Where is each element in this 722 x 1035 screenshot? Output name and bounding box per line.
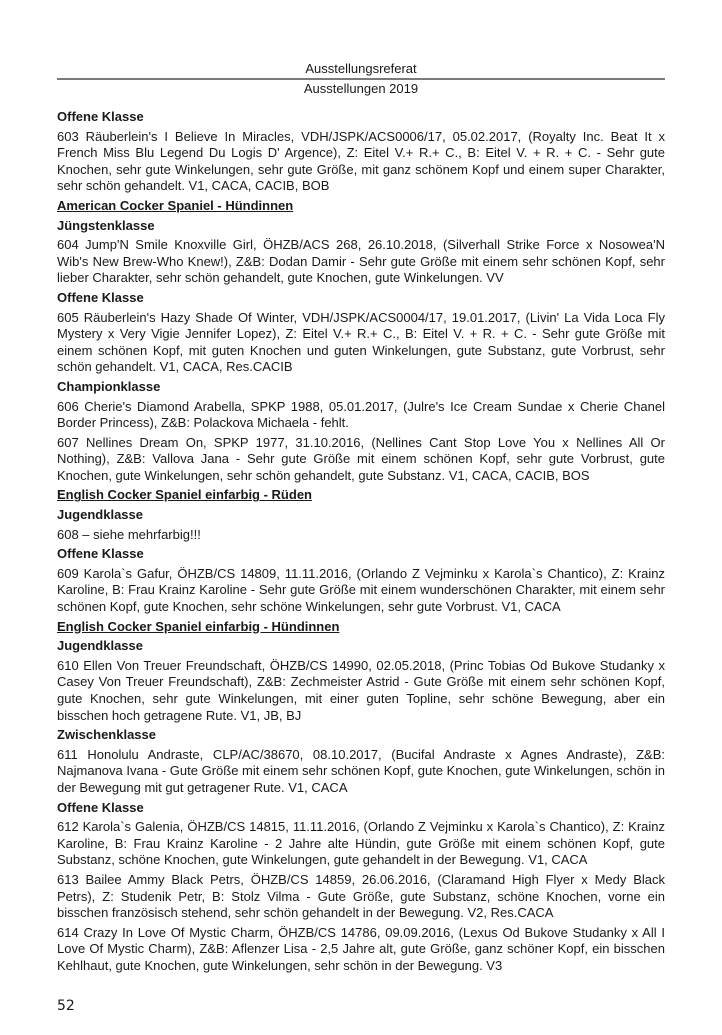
running-header xyxy=(57,60,665,97)
breed-heading: American Cocker Spaniel - Hündinnen xyxy=(57,197,294,213)
breed-heading: English Cocker Spaniel einfarbig - Hündinnen xyxy=(57,618,340,634)
class-heading: Offene Klasse xyxy=(57,289,144,305)
page-content xyxy=(57,109,665,975)
header-title: Ausstellungsreferat xyxy=(305,61,417,76)
entry-paragraph: 607 Nellines Dream On, SPKP 1977, 31.10.2016, (Nellines Cant Stop Love You x Nellines All Or Nothing), Z&B: Vallova Jana - Sehr gute Größe mit einem schönen Kopf, sehr gute Vorbrust, gute Knochen, gute Winkelungen, sehr schön gehandelt, gute Substanz. V1, CACA, CACIB, BOS xyxy=(57,434,665,483)
class-heading: Zwischenklasse xyxy=(57,727,156,743)
entry-paragraph: 606 Cherie's Diamond Arabella, SPKP 1988, 05.01.2017, (Julre's Ice Cream Sundae x Cherie Chanel Border Princess), Z&B: Polackova Michaela - fehlt. xyxy=(57,398,665,431)
class-heading: Offene Klasse xyxy=(57,546,144,562)
breed-heading: English Cocker Spaniel einfarbig - Rüden xyxy=(57,487,312,503)
entry-paragraph: 608 – siehe mehrfarbig!!! xyxy=(57,526,201,542)
header-subtitle: Ausstellungen 2019 xyxy=(303,81,419,96)
entry-paragraph: 611 Honolulu Andraste, CLP/AC/38670, 08.10.2017, (Bucifal Andraste x Agnes Andraste), Z&B: Najmanova Ivana - Gute Größe mit einem sehr schönen Kopf, gute Knochen, gute Winkelungen, schön in der Bewegung mit gut getragener Rute. V1, CACA xyxy=(57,746,665,795)
entry-paragraph: 612 Karola`s Galenia, ÖHZB/CS 14815, 11.11.2016, (Orlando Z Vejminku x Karola`s Chantico), Z: Krainz Karoline, B: Frau Krainz Karoline - 2 Jahre alte Hündin, gute Größe mit einem schönen Kopf, gute Substanz, schöne Knochen, gute Winkelungen, gute gehandelt in der Bewegung. V1, CACA xyxy=(57,819,665,868)
entry-paragraph: 610 Ellen Von Treuer Freundschaft, ÖHZB/CS 14990, 02.05.2018, (Princ Tobias Od Bukove Studanky x Casey Von Treuer Freundschaft), Z&B: Zechmeister Astrid - Gute Größe mit einem sehr schönen Kopf, gute Knochen, sehr gute Winkelungen, mit einer guten Topline, sehr schöne Bewegung, aber ein bisschen hoch getragene Rute. V1, JB, BJ xyxy=(57,657,665,723)
page-number: 52 xyxy=(57,997,75,1014)
header-rule xyxy=(57,78,665,80)
entry-paragraph: 605 Räuberlein's Hazy Shade Of Winter, VDH/JSPK/ACS0004/17, 19.01.2017, (Livin' La Vida Loca Fly Mystery x Very Vigie Jennifer Lopez), Z: Eitel V.+ R.+ C., B: Eitel V. + R. + C. - Sehr gute Größe mit einem schönen Kopf, mit guten Knochen und guten Winkelungen, gute Substanz, gute Vorbrust, sehr schön gehandelt. V1, CACA, Res.CACIB xyxy=(57,309,665,375)
class-heading: Championklasse xyxy=(57,378,161,394)
entry-paragraph: 614 Crazy In Love Of Mystic Charm, ÖHZB/CS 14786, 09.09.2016, (Lexus Od Bukove Studanky x All I Love Of Mystic Charm), Z&B: Aflenzer Lisa - 2,5 Jahre alt, gute Größe, ganz schöner Kopf, ein bisschen Kehlhaut, gute Knochen, gute Winkelungen, sehr schön in der Bewegung. V3 xyxy=(57,924,665,973)
entry-paragraph: 613 Bailee Ammy Black Petrs, ÖHZB/CS 14859, 26.06.2016, (Claramand High Flyer x Medy Black Petrs), Z: Studenik Petr, B: Stolz Vilma - Gute Größe, gute Substanz, schöne Knochen, vorne ein bisschen französisch stehend, sehr schön gehandelt in der Bewegung. V2, Res.CACA xyxy=(57,871,665,921)
class-heading: Jugendklasse xyxy=(57,507,143,523)
class-heading: Jugendklasse xyxy=(57,638,143,654)
entry-paragraph: 604 Jump'N Smile Knoxville Girl, ÖHZB/ACS 268, 26.10.2018, (Silverhall Strike Force x Nosowea'N Wib's New Brew-Who Knew!), Z&B: Dodan Damir - Sehr gute Größe mit einem sehr schönen Kopf, sehr lieber Charakter, sehr schön gehandelt, gute Knochen, gute Winkelungen. VV xyxy=(57,237,665,286)
entry-paragraph: 603 Räuberlein's I Believe In Miracles, VDH/JSPK/ACS0006/17, 05.02.2017, (Royalty Inc. Beat It x French Miss Blu Legend Du Logis D' Argence), Z: Eitel V.+ R.+ C., B: Eitel V. + R. + C. - Sehr gute Knochen, sehr gute Winkelungen, sehr gute Größe, mit ganz schönem Kopf und einem super Charakter, sehr schön gehandelt. V1, CACA, CACIB, BOB xyxy=(57,128,665,194)
entry-paragraph: 609 Karola`s Gafur, ÖHZB/CS 14809, 11.11.2016, (Orlando Z Vejminku x Karola`s Chantico), Z: Krainz Karoline, B: Frau Krainz Karoline - Sehr gute Größe mit einem wunderschönen Charakter, mit einem sehr schönen Kopf, gute Knochen, sehr schöne Winkelungen, sehr gute Vorbrust. V1, CACA xyxy=(57,565,665,615)
class-heading: Offene Klasse xyxy=(57,109,144,124)
page xyxy=(57,0,665,1035)
class-heading: Offene Klasse xyxy=(57,799,144,815)
class-heading: Jüngstenklasse xyxy=(57,217,155,233)
